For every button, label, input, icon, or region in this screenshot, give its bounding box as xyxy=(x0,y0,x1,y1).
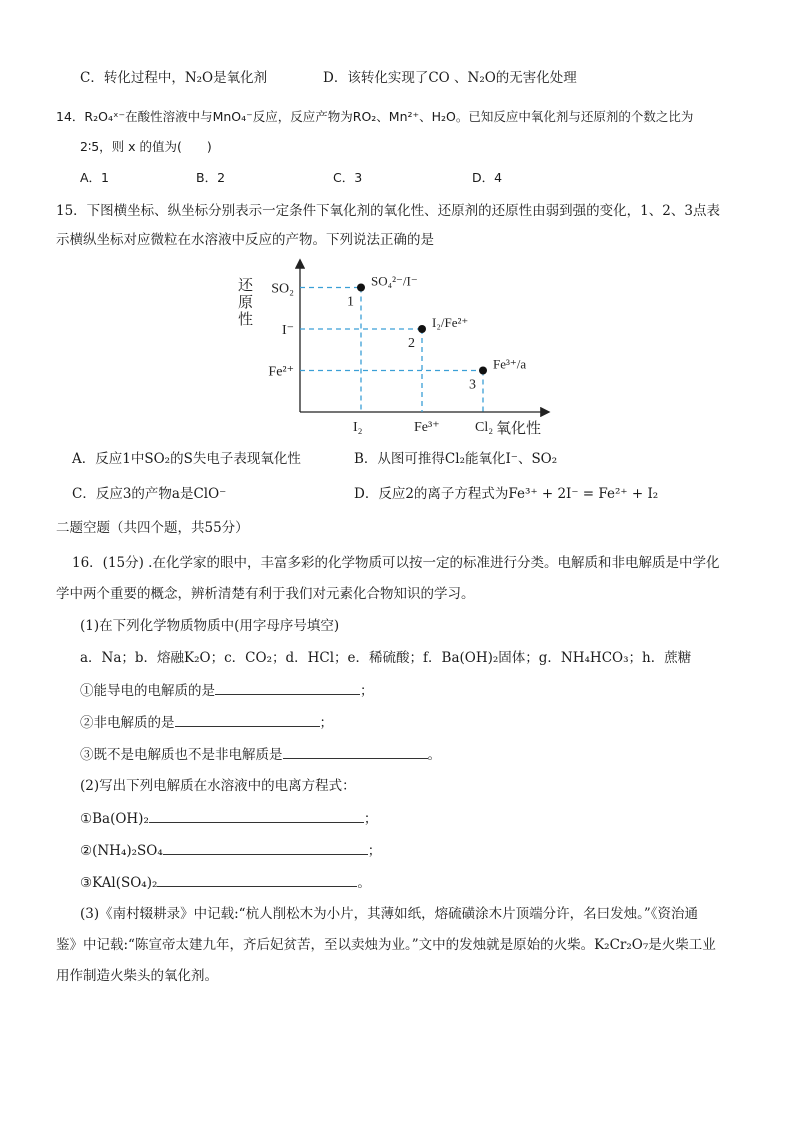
answer-blank-1[interactable] xyxy=(215,680,360,695)
q14-option-c: C．3 xyxy=(333,170,363,185)
q16-intro-line2: 学中两个重要的概念，辨析清楚有利于我们对元素化合物知识的学习。 xyxy=(56,586,475,602)
q16-part3-line3: 用作制造火柴头的氧化剂。 xyxy=(56,968,218,984)
y-tick-label: I⁻ xyxy=(281,323,294,338)
q16-e2-end: ； xyxy=(367,843,382,859)
answer-blank-2[interactable] xyxy=(175,712,320,727)
q14-stem-line2: 2∶5，则 x 的值为( ) xyxy=(80,139,212,154)
q16-part1-title: (1)在下列化学物质物质中(用字母序号填空) xyxy=(80,618,340,634)
q15-stem-line1: 15．下图横坐标、纵坐标分别表示一定条件下氧化剂的氧化性、还原剂的还原性由弱到强的变化，1、2、3点表 xyxy=(56,203,720,219)
q16-eq-row-1 xyxy=(80,808,377,829)
q16-blank-row-2 xyxy=(80,712,333,733)
q15-option-d: D．反应2的离子方程式为Fe³⁺ + 2I⁻ = Fe²⁺ + I₂ xyxy=(354,486,659,502)
x-tick-label: I₂ xyxy=(353,420,363,435)
q16-part3-line2: 鉴》中记载:“陈宣帝太建九年，齐后妃贫苦，至以卖烛为业。”文中的发烛就是原始的火柴。K₂Cr₂O₇是火柴工业 xyxy=(56,937,716,953)
q16-q3-end: 。 xyxy=(427,747,441,763)
q16-e3-label: ③KAl(SO₄)₂ xyxy=(80,875,158,891)
q16-e3-end: 。 xyxy=(357,875,371,891)
y-tick-label: SO₂ xyxy=(271,281,294,297)
q15-option-c: C．反应3的产物a是ClO⁻ xyxy=(72,486,227,502)
data-point-2 xyxy=(418,325,426,333)
y-axis-label: 还原性 xyxy=(236,277,252,328)
q16-part3-line1: (3)《南村辍耕录》中记载:“杭人削松木为小片，其薄如纸，熔硫磺涂木片顶端分许，名曰发烛。”《资治通 xyxy=(80,906,698,922)
q16-part1-list: a．Na；b．熔融K₂O；c．CO₂；d．HCl；e．稀硫酸；f．Ba(OH)₂固体；g．NH₄HCO₃；h．蔗糖 xyxy=(80,650,692,666)
q14-option-d: D．4 xyxy=(472,170,503,185)
point-product-label: SO₄²⁻/I⁻ xyxy=(371,273,418,289)
q16-eq-row-3 xyxy=(80,872,371,893)
section-title: 二题空题（共四个题，共55分） xyxy=(56,520,249,536)
q16-e2-label: ②(NH₄)₂SO₄ xyxy=(80,843,163,859)
redox-chart xyxy=(236,255,556,445)
q16-e1-end: ； xyxy=(363,811,378,827)
q16-q1-end: ； xyxy=(360,683,374,699)
point-id-label: 1 xyxy=(347,294,354,310)
equation-blank-3[interactable] xyxy=(157,872,357,887)
q16-part2-title: (2)写出下列电解质在水溶液中的电离方程式： xyxy=(80,778,356,794)
data-point-1 xyxy=(357,284,365,292)
equation-blank-2[interactable] xyxy=(163,840,368,855)
answer-blank-3[interactable] xyxy=(283,744,428,759)
point-product-label: Fe³⁺/a xyxy=(493,356,527,372)
equation-blank-1[interactable] xyxy=(149,808,364,823)
q16-blank-row-1 xyxy=(80,680,374,701)
q13-option-d: D．该转化实现了CO 、N₂O的无害化处理 xyxy=(323,70,577,86)
q15-stem-line2: 示横纵坐标对应微粒在水溶液中反应的产物。下列说法正确的是 xyxy=(56,232,434,248)
q16-e1-label: ①Ba(OH)₂ xyxy=(80,811,149,827)
q16-blank-row-3 xyxy=(80,744,441,765)
q16-q2-end: ； xyxy=(319,715,333,731)
q16-eq-row-2 xyxy=(80,840,381,861)
point-id-label: 3 xyxy=(469,377,476,393)
q14-option-b: B．2 xyxy=(196,170,226,185)
data-point-3 xyxy=(479,367,487,375)
q16-intro-line1: 16．(15分) .在化学家的眼中，丰富多彩的化学物质可以按一定的标准进行分类。电解质和非电解质是中学化 xyxy=(72,555,720,571)
q13-option-c: C．转化过程中，N₂O是氧化剂 xyxy=(80,70,268,86)
q16-q2-label: ②非电解质的是 xyxy=(80,715,175,731)
q16-q1-label: ①能导电的电解质的是 xyxy=(80,683,215,699)
point-id-label: 2 xyxy=(408,336,415,351)
q15-option-b: B．从图可推得Cl₂能氧化I⁻、SO₂ xyxy=(354,451,558,467)
q14-stem-line1: 14．R₂O₄ˣ⁻在酸性溶液中与MnO₄⁻反应，反应产物为RO₂、Mn²⁺、H₂O。已知反应中氧化剂与还原剂的个数之比为 xyxy=(56,109,694,124)
y-tick-label: Fe²⁺ xyxy=(268,364,294,380)
x-axis-label: 氧化性 xyxy=(496,421,542,437)
x-tick-label: Cl₂ xyxy=(475,420,494,435)
q14-option-a: A．1 xyxy=(80,170,110,185)
x-tick-label: Fe³⁺ xyxy=(414,420,440,435)
point-product-label: I₂/Fe²⁺ xyxy=(432,315,469,330)
q15-option-a: A．反应1中SO₂的S失电子表现氧化性 xyxy=(72,451,301,467)
q16-q3-label: ③既不是电解质也不是非电解质是 xyxy=(80,747,283,763)
